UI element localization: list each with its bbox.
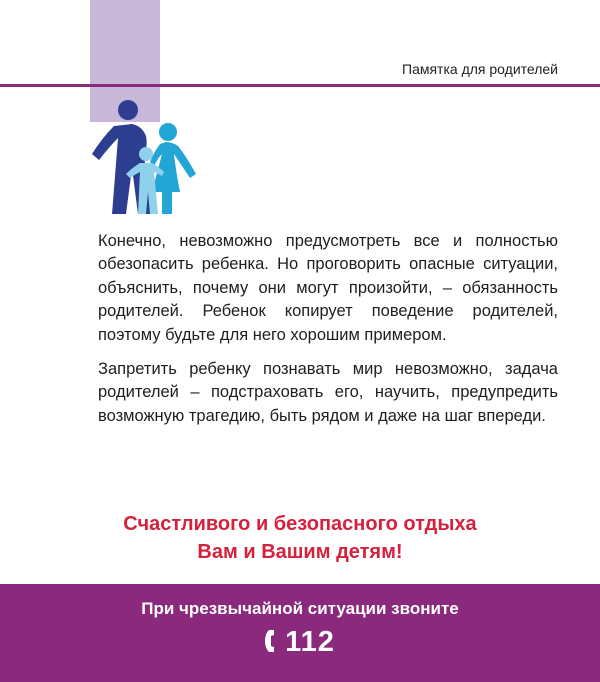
phone-icon — [265, 629, 279, 653]
paragraph-2: Запретить ребенку познавать мир невозможно, задача родителей – подстраховать его, научить, предупредить возможную трагедию, быть рядом и даже на шаг впереди. — [98, 360, 558, 425]
paragraph-1: Конечно, невозможно предусмотреть все и полностью обезопасить ребенка. Но проговорить опасные ситуации, объяснить, почему они могут произойти, – обязанность родителей. Ребенок копирует поведение родителей, поэтому будьте для него хорошим примером. — [98, 232, 558, 344]
header-divider — [0, 84, 600, 87]
family-icon — [86, 96, 214, 224]
emergency-footer — [0, 584, 600, 682]
slogan-line-2: Вам и Вашим детям! — [197, 541, 403, 563]
emergency-text: При чрезвычайной ситуации звоните — [141, 599, 459, 618]
document-label: Памятка для родителей — [402, 61, 558, 77]
slogan — [0, 510, 600, 566]
slogan-line-1: Счастливого и безопасного отдыха — [123, 513, 477, 535]
emergency-number: 112 — [285, 626, 335, 658]
body-text — [98, 230, 558, 439]
emergency-phone — [0, 626, 600, 659]
